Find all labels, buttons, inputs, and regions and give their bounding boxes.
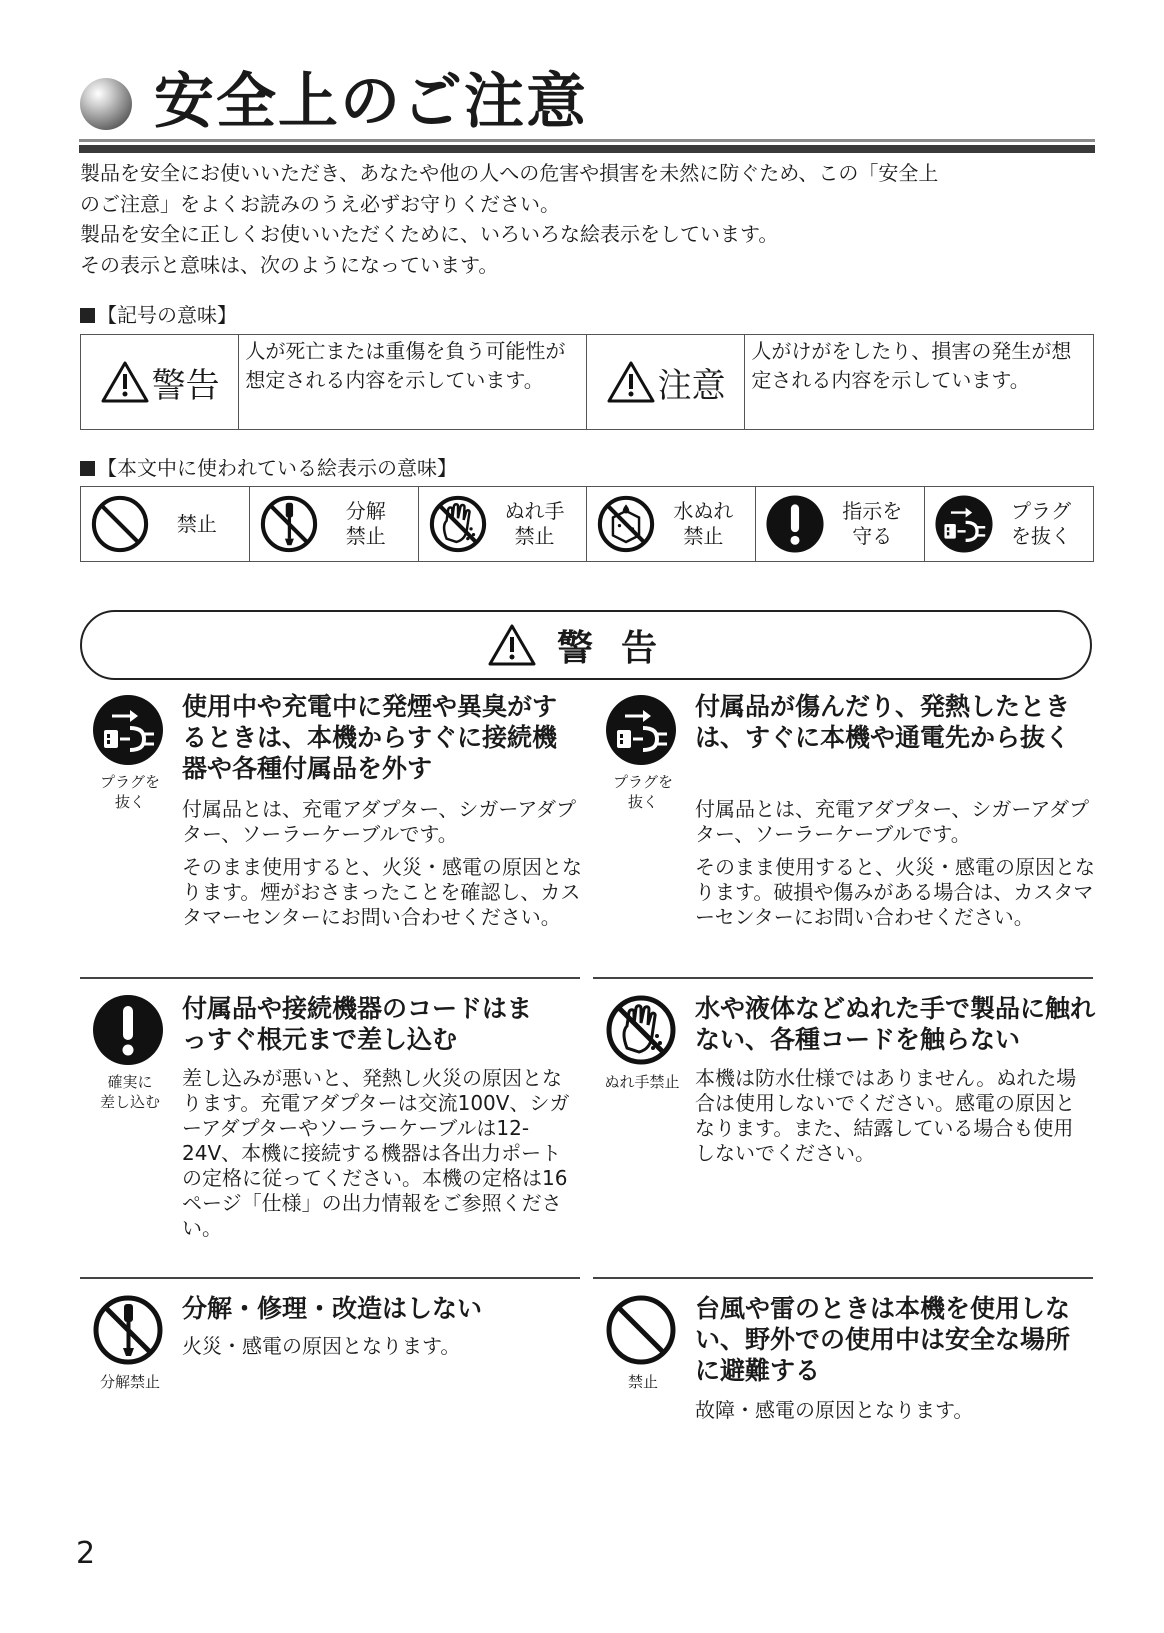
- icon-label: ぬれ手禁止: [604, 1073, 680, 1091]
- symbol-meaning-heading: [80, 302, 237, 328]
- intro-line: 製品を安全に正しくお使いいただくために、いろいろな絵表示をしています。: [80, 222, 779, 246]
- section-divider: [80, 1277, 580, 1279]
- pictogram-label: 分解 禁止: [345, 499, 386, 548]
- unplug-icon: [933, 493, 995, 555]
- pictogram-meaning-heading: [80, 455, 457, 481]
- pictogram-cell: [419, 487, 588, 561]
- mandatory-icon: [90, 992, 166, 1068]
- item-heading: 使用中や充電中に発煙や異臭がするときは、本機からすぐに接続機器や各種付属品を外す: [182, 692, 558, 783]
- caution-label: 注意: [657, 365, 726, 406]
- no-disassembly-icon: [90, 1292, 166, 1368]
- pictogram-label: 禁止: [176, 511, 217, 536]
- item-paragraph: 火災・感電の原因となります。: [182, 1334, 461, 1358]
- title-bullet-icon: [80, 78, 132, 130]
- bullet-square-icon: [80, 461, 95, 476]
- item-body: [182, 1334, 577, 1367]
- item-heading: 分解・修理・改造はしない: [182, 1294, 483, 1323]
- item-body: [695, 1398, 1090, 1431]
- intro-line: その表示と意味は、次のようになっています。: [80, 252, 499, 277]
- warning-label: 警告: [151, 365, 220, 406]
- intro-text: [80, 158, 1100, 280]
- bullet-square-icon: [80, 308, 95, 323]
- heading-text: 【記号の意味】: [97, 303, 237, 327]
- warning-banner: [80, 610, 1092, 680]
- item-paragraph: そのまま使用すると、火災・感電の原因となります。破損や傷みがある場合は、カスタマーセンターにお問い合わせください。: [695, 855, 1095, 929]
- caution-triangle-icon: [606, 360, 656, 404]
- warning-description: 人が死亡または重傷を負う可能性が想定される内容を示しています。: [239, 335, 587, 429]
- unplug-icon: [603, 692, 679, 768]
- item-body: [695, 1066, 1080, 1174]
- banner-text: 警告: [556, 627, 685, 669]
- icon-label: プラグを 抜く: [99, 773, 160, 811]
- page-title: 安全上のご注意: [154, 67, 588, 137]
- pictogram-cell: [925, 487, 1093, 561]
- pictogram-cell: [250, 487, 419, 561]
- item-heading: 水や液体などぬれた手で製品に触れない、各種コードを触らない: [695, 994, 1096, 1054]
- pictogram-table: [80, 486, 1094, 562]
- intro-line: のご注意」をよくお読みのうえ必ずお守りください。: [80, 191, 560, 216]
- intro-line: 製品を安全にお使いいただき、あなたや他の人への危害や損害を未然に防ぐため、この「安全上: [80, 161, 939, 185]
- title-divider-thick: [79, 145, 1095, 153]
- pictogram-cell: [756, 487, 925, 561]
- item-paragraph: 差し込みが悪いと、発熱し火災の原因となります。充電アダプターは交流100V、シガーアダプターやソーラーケーブルは12-24V、本機に接続する機器は各出力ポートの定格に従ってください。本機の定格は16ページ「仕様」の出力情報をご参照ください。: [182, 1066, 570, 1240]
- no-wet-hands-icon: [603, 992, 679, 1068]
- section-divider: [80, 977, 580, 979]
- pictogram-label: ぬれ手 禁止: [504, 499, 565, 548]
- pictogram-label: 指示を 守る: [842, 499, 903, 548]
- heading-text: 【本文中に使われている絵表示の意味】: [97, 456, 457, 480]
- section-divider: [593, 977, 1093, 979]
- item-body: [182, 1066, 577, 1249]
- title-divider: [79, 139, 1095, 142]
- item-paragraph: 故障・感電の原因となります。: [695, 1398, 974, 1422]
- icon-label: 分解禁止: [99, 1373, 160, 1391]
- prohibited-icon: [89, 493, 151, 555]
- icon-label: 禁止: [627, 1373, 658, 1391]
- pictogram-cell: [81, 487, 250, 561]
- no-disassembly-icon: [258, 493, 320, 555]
- mandatory-icon: [764, 493, 826, 555]
- unplug-icon: [90, 692, 166, 768]
- item-heading: 付属品や接続機器のコードはまっすぐ根元まで差し込む: [182, 994, 533, 1054]
- symbol-meaning-table: [80, 334, 1094, 430]
- icon-label: プラグを 抜く: [612, 773, 673, 811]
- pictogram-label: プラグ を抜く: [1011, 499, 1072, 548]
- item-heading: 付属品が傷んだり、発熱したときは、すぐに本機や通電先から抜く: [695, 692, 1071, 752]
- prohibited-icon: [603, 1292, 679, 1368]
- icon-label: 確実に 差し込む: [99, 1073, 160, 1111]
- no-water-icon: [595, 493, 657, 555]
- pictogram-cell: [587, 487, 756, 561]
- item-paragraph: そのまま使用すると、火災・感電の原因となります。煙がおさまったことを確認し、カスタマーセンターにお問い合わせください。: [182, 855, 582, 929]
- item-paragraph: 付属品とは、充電アダプター、シガーアダプター、ソーラーケーブルです。: [182, 797, 576, 846]
- item-heading: 台風や雷のときは本機を使用しない、野外での使用中は安全な場所に避難する: [695, 1294, 1071, 1385]
- pictogram-label: 水ぬれ 禁止: [673, 499, 734, 548]
- warning-label-cell: [81, 335, 239, 429]
- item-body: [182, 797, 590, 938]
- caution-label-cell: [587, 335, 745, 429]
- item-body: [695, 797, 1103, 938]
- warning-triangle-icon: [487, 623, 537, 667]
- section-divider: [593, 1277, 1093, 1279]
- no-wet-hands-icon: [427, 493, 489, 555]
- item-paragraph: 付属品とは、充電アダプター、シガーアダプター、ソーラーケーブルです。: [695, 797, 1089, 846]
- item-paragraph: 本機は防水仕様ではありません。ぬれた場合は使用しないでください。感電の原因となります。また、結露している場合も使用しないでください。: [695, 1066, 1077, 1165]
- warning-triangle-icon: [100, 360, 150, 404]
- caution-description: 人がけがをしたり、損害の発生が想定される内容を示しています。: [751, 339, 1072, 392]
- page-number: 2: [76, 1536, 96, 1571]
